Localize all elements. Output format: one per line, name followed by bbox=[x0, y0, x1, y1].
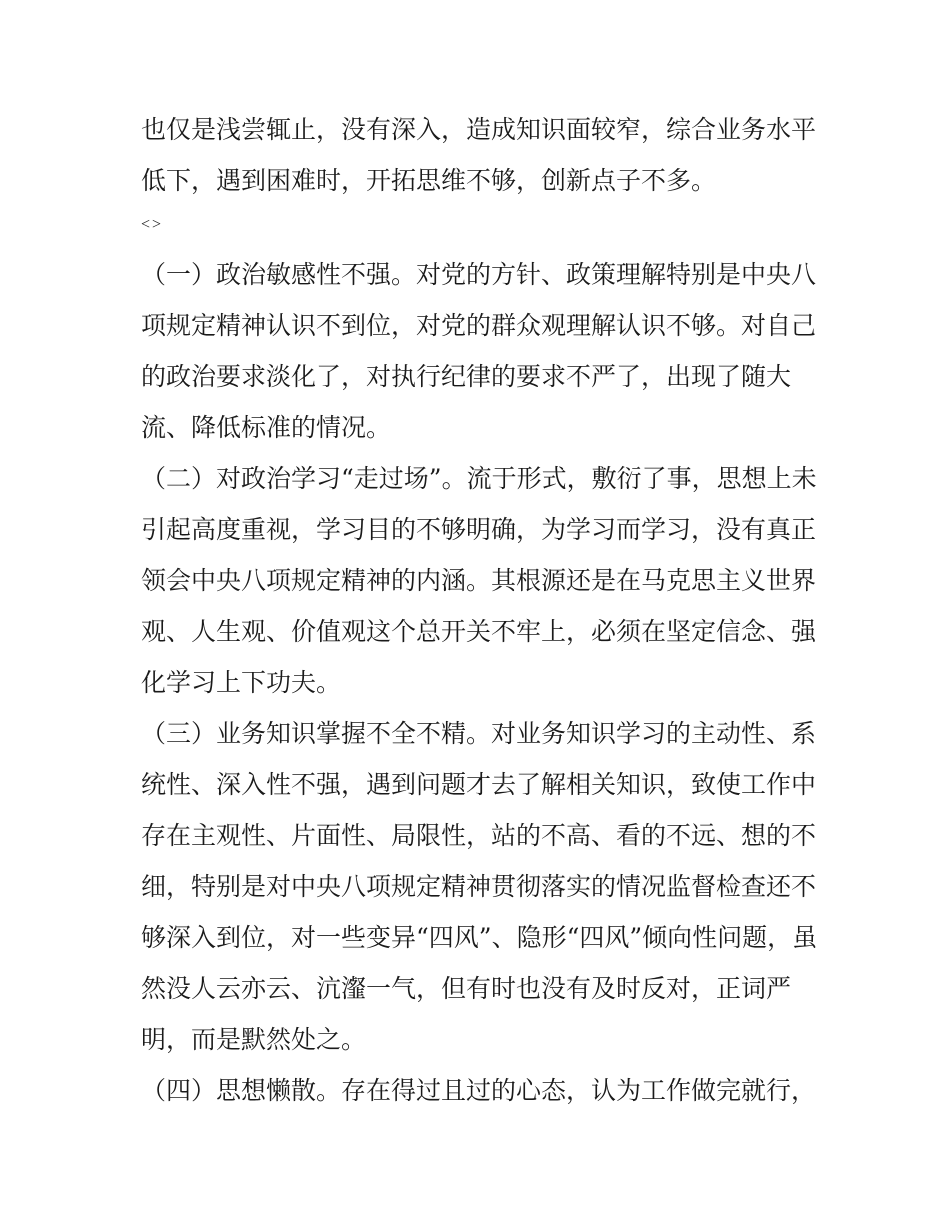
paragraph-continuation bbox=[141, 104, 821, 206]
text-line: 的政治要求淡化了，对执行纪律的要求不严了，出现了随大 bbox=[141, 362, 792, 391]
text-line: 也仅是浅尝辄止，没有深入，造成知识面较窄，综合业务水平 bbox=[141, 115, 817, 144]
text-line: 明，而是默然处之。 bbox=[141, 1025, 367, 1054]
text-line: 存在主观性、片面性、局限性，站的不高、看的不远、想的不 bbox=[141, 821, 817, 850]
text-line: 化学习上下功夫。 bbox=[141, 668, 342, 697]
text-line: 细，特别是对中央八项规定精神贯彻落实的情况监督检查还不 bbox=[141, 872, 817, 901]
text-line: 项规定精神认识不到位，对党的群众观理解认识不够。对自己 bbox=[141, 311, 817, 340]
text-line: 统性、深入性不强，遇到问题才去了解相关知识，致使工作中 bbox=[141, 770, 817, 799]
text-line: （二）对政治学习“走过场”。流于形式，敷衍了事，思想上未 bbox=[141, 464, 817, 493]
text-line: 低下，遇到困难时，开拓思维不够，创新点子不多。 bbox=[141, 166, 717, 195]
text-line: 然没人云亦云、沆瀣一气，但有时也没有及时反对，正词严 bbox=[141, 974, 792, 1003]
text-line: 引起高度重视，学习目的不够明确，为学习而学习，没有真正 bbox=[141, 515, 817, 544]
body-paragraphs bbox=[141, 249, 821, 1116]
text-line: （四）思想懒散。存在得过且过的心态，认为工作做完就行， bbox=[141, 1076, 817, 1105]
text-line: 流、降低标准的情况。 bbox=[141, 413, 392, 442]
text-line: （一）政治敏感性不强。对党的方针、政策理解特别是中央八 bbox=[141, 260, 817, 289]
text-line: 够深入到位，对一些变异“四风”、隐形“四风”倾向性问题，虽 bbox=[141, 923, 818, 952]
text-line: 观、人生观、价值观这个总开关不牢上，必须在坚定信念、强 bbox=[141, 617, 817, 646]
section-marker: <> bbox=[141, 216, 164, 233]
text-line: 领会中央八项规定精神的内涵。其根源还是在马克思主义世界 bbox=[141, 566, 817, 595]
text-line: （三）业务知识掌握不全不精。对业务知识学习的主动性、系 bbox=[141, 719, 817, 748]
